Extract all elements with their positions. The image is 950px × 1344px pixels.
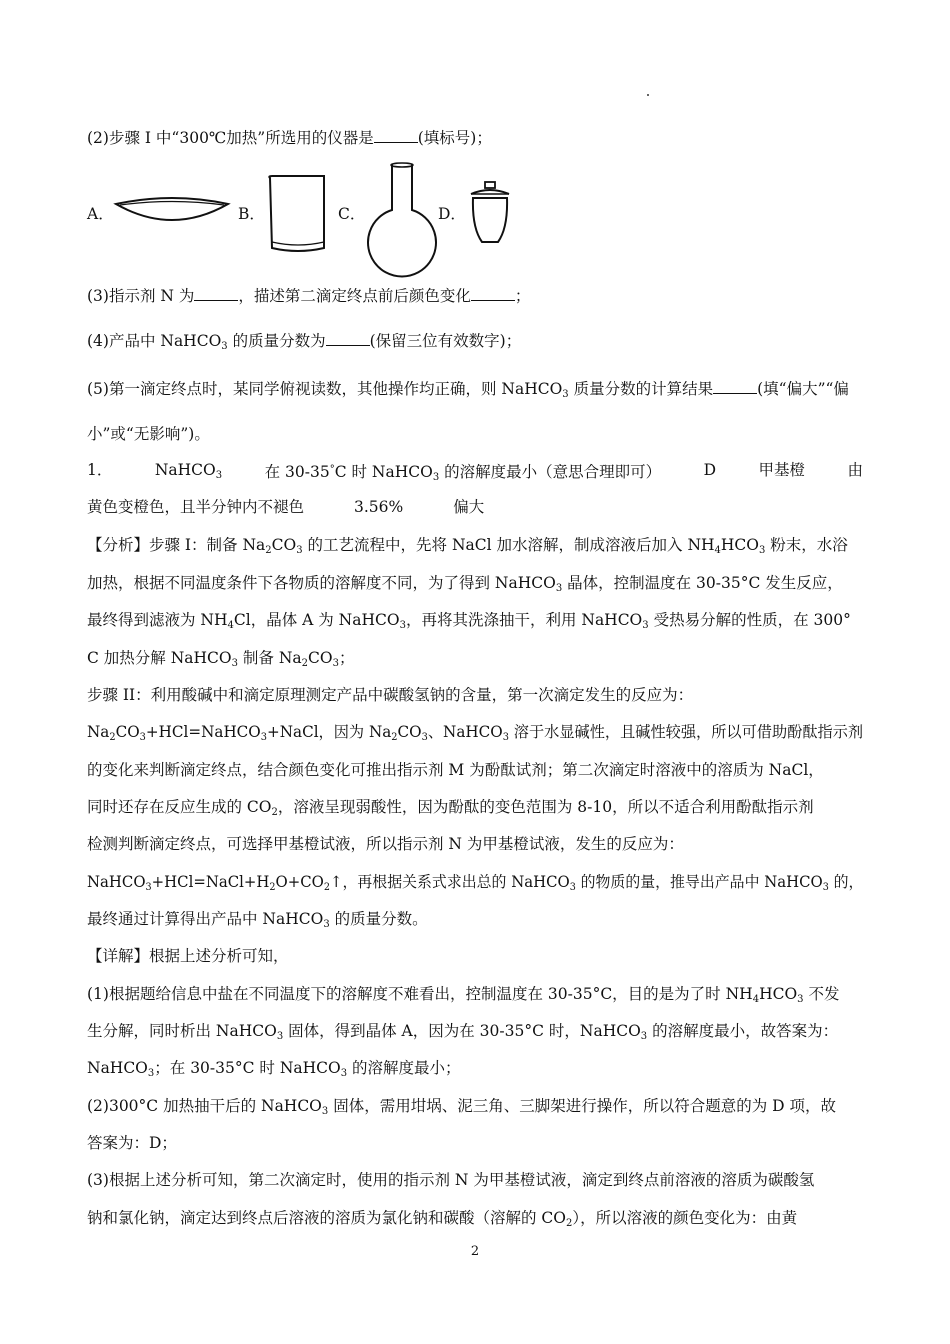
text-run: 不发 [803,985,840,1003]
evaporating-dish-icon [114,196,230,232]
text-run: 的质量分数。 [329,910,428,928]
text-run: +HCl=NaCl+H [151,873,270,891]
text-run: 生分解，同时析出 NaHCO [87,1022,277,1040]
subscript: 2 [566,1218,573,1229]
text-run: +NaCl，因为 Na [267,723,392,741]
answer-line-1: 1． NaHCO$_3$ 在 30-35°C 时 NaHCO$_3$ 的溶解度最小（意思合理即可） D 甲基橙 由 [87,461,863,483]
text-run: ，溶液呈现弱酸性，因为酚酞的变色范围为 8-10，所以不适合利用酚酞指示剂 [277,798,814,816]
subscript: 3 [231,658,238,669]
subscript: 4 [227,620,234,631]
analysis-line [87,760,824,780]
text-run: 步骤 II：利用酸碱中和滴定原理测定产品中碳酸氢钠的含量，第一次滴定发生的反应为： [87,686,694,704]
blank [194,286,238,301]
subscript: 3 [642,620,649,631]
analysis-line [87,610,851,630]
page-number: 2 [470,1244,480,1259]
subscript: 3 [555,583,563,594]
text-run: CO [397,723,422,741]
blank [326,331,370,346]
text-run: 的溶解度最小，故答案为： [647,1022,839,1040]
question-3: (3)指示剂 N 为 ，描述第二滴定终点前后颜色变化 ； [87,287,531,305]
text-run: +HCl=NaHCO [145,723,261,741]
text-run: HCO [720,536,759,554]
subscript: 2 [271,807,278,818]
text-run: ），所以溶液的颜色变化为：由黄 [572,1209,798,1227]
option-a-label: A． [87,205,114,223]
analysis-line [87,722,863,742]
analysis-line [87,648,355,668]
subscript: 3 [276,1031,284,1042]
detail-line [87,1096,836,1116]
text-run: 的溶解度最小； [347,1059,461,1077]
text-run: 加热，根据不同温度条件下各物质的溶解度不同，为了得到 NaHCO [87,574,556,592]
option-d-label: D． [438,205,466,223]
subscript: 3 [640,1031,648,1042]
text-run: 制备 Na [237,649,302,667]
subscript: 3 [399,620,406,631]
subscript: 4 [752,994,760,1005]
text-run: ，再将其洗涤抽干，利用 NaHCO [405,611,643,629]
subscript: 3 [569,882,576,893]
text-run: Na [87,723,110,741]
text-run: ↑，再根据关系式求出总的 NaHCO [330,873,570,891]
text-run: 检测判断滴定终点，可选择甲基橙试液，所以指示剂 N 为甲基橙试液，发生的反应为： [87,835,684,853]
text-run: NaHCO [87,873,146,891]
round-bottom-flask-icon [364,162,440,262]
subscript: 3 [145,882,152,893]
subscript: 3 [797,994,804,1005]
blank [713,379,757,394]
option-b-label: B． [238,205,265,223]
text-run: CO [115,723,140,741]
text-run: 固体，得到晶体 A，因为在 30-35°C 时，NaHCO [283,1022,641,1040]
text-run: (1)根据题给信息中盐在不同温度下的溶解度不难看出，控制温度在 30-35°C，目的是为了时 NH [87,985,753,1003]
text-run: Cl，晶体 A 为 NaHCO [233,611,400,629]
subscript: 3 [822,882,829,893]
analysis-line [87,535,848,555]
text-run: 的变化来判断滴定终点，结合颜色变化可推出指示剂 M 为酚酞试剂；第二次滴定时溶液中的溶质为 NaCl， [87,761,824,779]
text-run: C 加热分解 NaHCO [87,649,232,667]
subscript: 3 [340,1068,348,1079]
text-run: HCO [759,985,798,1003]
question-4: (4)产品中 NaHCO$_3$ 的质量分数为 (保留三位有效数字)； [87,332,522,352]
detail-line [87,1208,797,1228]
crucible-icon [468,180,512,246]
analysis-line [87,872,863,892]
detail-line [87,1021,838,1041]
text-run: 固体，需用坩埚、泥三角、三脚架进行操作，所以符合题意的为 D 项，故 [328,1097,836,1115]
subscript: 3 [139,732,146,743]
subscript: 3 [421,732,428,743]
detail-line [87,1058,461,1078]
analysis-line [87,573,843,593]
beaker-icon [266,174,330,254]
question-5: (5)第一滴定终点时，某同学俯视读数，其他操作均正确，则 NaHCO$_3$ 质量分数的计算结果 (填“偏大”“偏 [87,380,849,400]
subscript: 2 [265,545,272,556]
text-run: 答案为：D； [87,1134,177,1152]
detail-line [87,946,289,966]
text-run: 【分析】步骤 I：制备 Na [87,536,266,554]
subscript: 3 [502,732,509,743]
subscript: 2 [109,732,116,743]
stray-dot [647,94,649,96]
blank [374,128,418,143]
text-run: (2)300°C 加热抽干后的 NaHCO [87,1097,322,1115]
answer-line-2: 黄色变橙色，且半分钟内不褪色 3.56% 偏大 [87,498,485,516]
text-run: 最终得到滤液为 NH [87,611,228,629]
blank [471,286,515,301]
subscript: 2 [323,882,331,893]
text-run: 最终通过计算得出产品中 NaHCO [87,910,324,928]
text-run: 溶于水显碱性，且碱性较强，所以可借助酚酞指示剂 [508,723,864,741]
text-run: 晶体，控制温度在 30-35°C 发生反应， [562,574,843,592]
text-run: ；在 30-35°C 时 NaHCO [154,1059,341,1077]
text-run: ； [338,649,355,667]
analysis-line [87,909,428,929]
subscript: 3 [332,658,339,669]
text-run: CO [308,649,333,667]
text-run: 的， [828,873,864,891]
analysis-line [87,685,693,705]
text-run: 【详解】根据上述分析可知， [87,947,289,965]
question-2: (2)步骤 I 中“300℃加热”所选用的仪器是 (填标号)； [87,129,492,147]
subscript: 4 [714,545,721,556]
text-run: 、NaHCO [427,723,503,741]
subscript: 3 [323,919,330,930]
detail-line [87,1170,814,1190]
text-run: NaHCO [87,1059,148,1077]
text-run: (3)根据上述分析可知，第二次滴定时，使用的指示剂 N 为甲基橙试液，滴定到终点前溶液的溶质为碳酸氢 [87,1171,815,1189]
text-run: 的物质的量，推导出产品中 NaHCO [575,873,823,891]
subscript: 3 [260,732,268,743]
text-run: 受热易分解的性质，在 300° [648,611,851,629]
analysis-line [87,834,684,854]
text-run: 钠和氯化钠，滴定达到终点后溶液的溶质为氯化钠和碳酸（溶解的 CO [87,1209,566,1227]
text-run: 粉末，水浴 [765,536,848,554]
subscript: 3 [147,1068,155,1079]
detail-line [87,984,839,1004]
analysis-line [87,797,814,817]
detail-line [87,1133,177,1153]
subscript: 3 [321,1106,329,1117]
subscript: 2 [269,882,276,893]
subscript: 2 [301,658,309,669]
text-run: 的工艺流程中，先将 NaCl 加水溶解，制成溶液后加入 NH [302,536,715,554]
subscript: 3 [759,545,766,556]
option-c-label: C． [338,205,366,223]
text-run: O+CO [275,873,324,891]
subscript: 2 [391,732,398,743]
text-run: CO [271,536,297,554]
question-5-line2: 小”或“无影响”)。 [87,425,210,443]
subscript: 3 [296,545,303,556]
text-run: 同时还存在反应生成的 CO [87,798,272,816]
